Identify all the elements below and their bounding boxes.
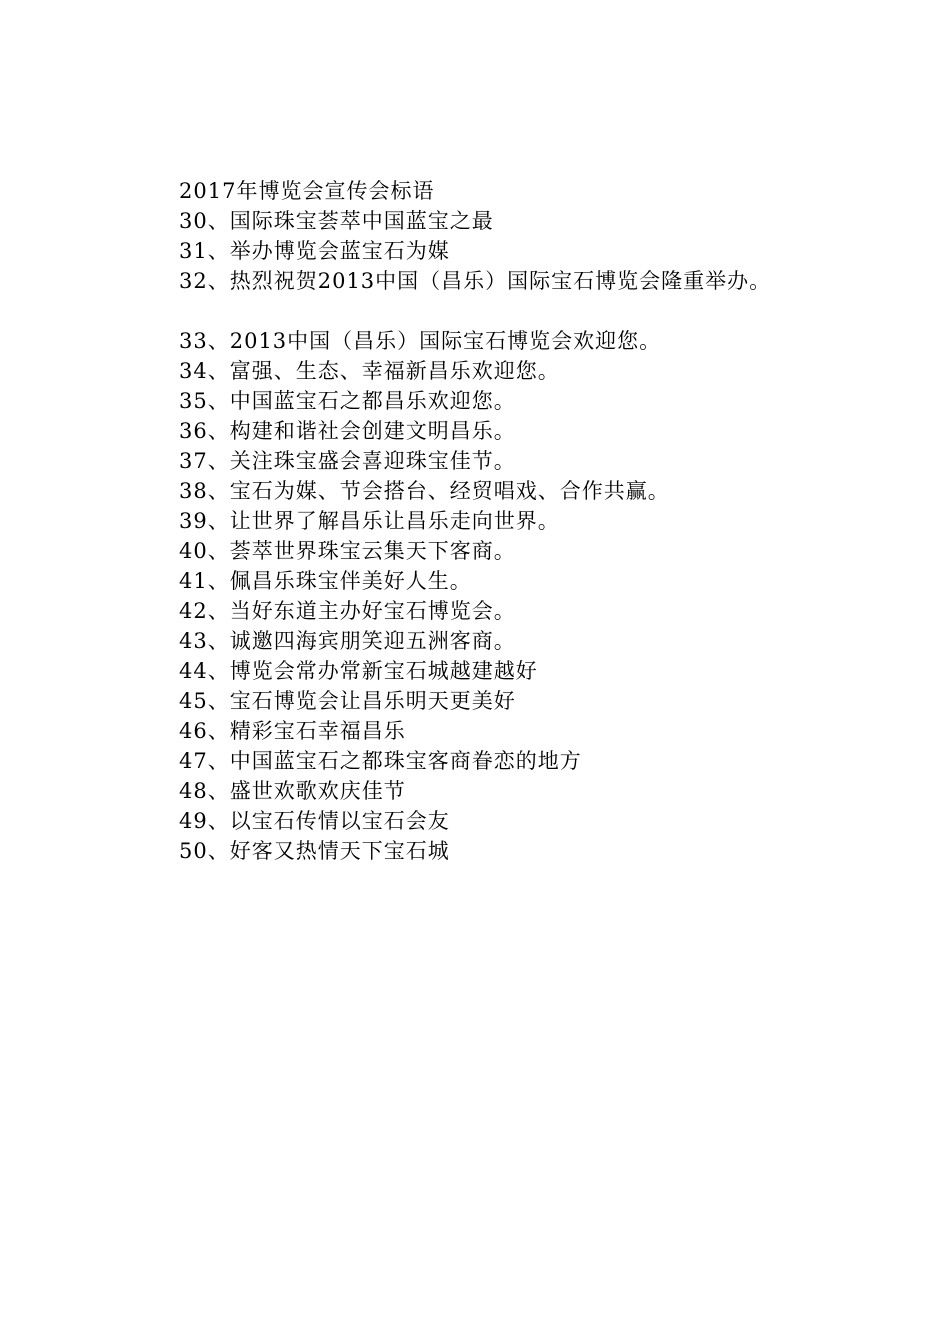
slogan-item: 31、举办博览会蓝宝石为媒 [179, 239, 450, 263]
slogan-item: 30、国际珠宝荟萃中国蓝宝之最 [179, 209, 494, 233]
slogan-item: 48、盛世欢歌欢庆佳节 [179, 779, 406, 803]
slogan-item: 36、构建和谐社会创建文明昌乐。 [179, 419, 516, 443]
slogan-item: 34、富强、生态、幸福新昌乐欢迎您。 [179, 359, 560, 383]
slogan-item: 44、博览会常办常新宝石城越建越好 [179, 659, 538, 683]
slogan-item: 40、荟萃世界珠宝云集天下客商。 [179, 539, 516, 563]
slogan-item: 35、中国蓝宝石之都昌乐欢迎您。 [179, 389, 516, 413]
slogan-item: 39、让世界了解昌乐让昌乐走向世界。 [179, 509, 560, 533]
slogan-item: 47、中国蓝宝石之都珠宝客商眷恋的地方 [179, 749, 582, 773]
paragraph-spacer [179, 296, 879, 326]
slogan-item: 32、热烈祝贺2013中国（昌乐）国际宝石博览会隆重举办。 [179, 269, 772, 293]
slogan-item: 33、2013中国（昌乐）国际宝石博览会欢迎您。 [179, 329, 662, 353]
slogan-item: 38、宝石为媒、节会搭台、经贸唱戏、合作共赢。 [179, 479, 670, 503]
slogan-item: 50、好客又热情天下宝石城 [179, 839, 450, 863]
slogan-list-group-2 [179, 326, 879, 866]
slogan-item: 43、诚邀四海宾朋笑迎五洲客商。 [179, 629, 516, 653]
slogan-item: 41、佩昌乐珠宝伴美好人生。 [179, 569, 472, 593]
document-body [179, 176, 879, 866]
document-title: 2017年博览会宣传会标语 [179, 179, 435, 203]
slogan-item: 46、精彩宝石幸福昌乐 [179, 719, 406, 743]
slogan-item: 37、关注珠宝盛会喜迎珠宝佳节。 [179, 449, 516, 473]
slogan-item: 45、宝石博览会让昌乐明天更美好 [179, 689, 516, 713]
slogan-item: 42、当好东道主办好宝石博览会。 [179, 599, 516, 623]
slogan-list-group-1 [179, 206, 879, 296]
slogan-item: 49、以宝石传情以宝石会友 [179, 809, 450, 833]
